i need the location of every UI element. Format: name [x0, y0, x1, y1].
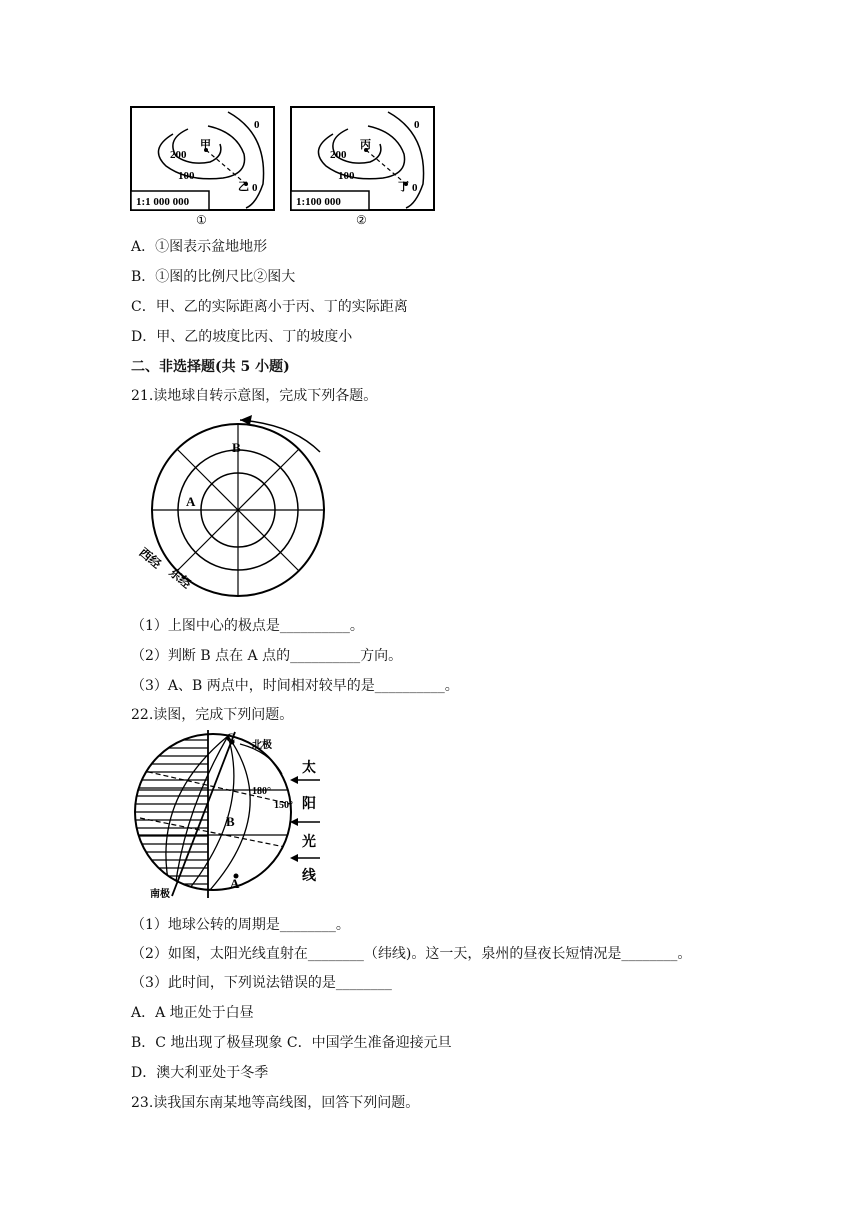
point-b-label: B: [232, 440, 241, 455]
point-label: 甲: [200, 139, 211, 151]
q22-sub-3: （3）此时间，下列说法错误的是________: [131, 975, 392, 991]
point-a-label: A: [230, 876, 240, 891]
q22-option-b-c: B．C 地出现了极昼现象 C．中国学生准备迎接元旦: [131, 1035, 452, 1051]
point-c-label: C: [226, 730, 236, 745]
contour-map-2: [291, 107, 434, 227]
scale-label: 1:1 000 000: [136, 196, 190, 208]
west-longitude-label: 西经: [136, 545, 164, 572]
option-c: C．甲、乙的实际距离小于丙、丁的实际距离: [131, 299, 408, 315]
contour-label: 100: [338, 170, 355, 182]
degree-150-label: 150°: [274, 800, 293, 811]
point-a-label: A: [186, 494, 196, 509]
point-label: 丁: [398, 181, 409, 193]
contour-label: 0: [254, 119, 260, 131]
q21-sub-2: （2）判断 B 点在 A 点的__________方向。: [131, 648, 403, 664]
sunlight-label-char: 太: [302, 761, 316, 776]
sunlight-label-char: 阳: [302, 797, 316, 812]
q22-sub-2: （2）如图，太阳光线直射在________（纬线)。这一天，泉州的昼夜长短情况是________。: [131, 946, 692, 962]
q22-sub-1: （1）地球公转的周期是________。: [131, 917, 350, 933]
contour-figure-pair: [128, 104, 438, 229]
earth-rotation-figure: [132, 412, 332, 602]
q21-sub-3: （3）A、B 两点中，时间相对较早的是__________。: [131, 678, 459, 694]
sunlight-label-char: 线: [302, 869, 316, 884]
contour-label: 0: [412, 182, 418, 194]
north-pole-label: 北极: [252, 740, 272, 751]
question-22-stem: 22.读图，完成下列问题。: [131, 707, 294, 723]
q22-option-d: D．澳大利亚处于冬季: [131, 1065, 269, 1081]
point-label: 乙: [238, 181, 249, 193]
south-pole-label: 南极: [150, 889, 170, 900]
contour-label: 0: [252, 182, 258, 194]
option-d: D．甲、乙的坡度比丙、丁的坡度小: [131, 329, 353, 345]
contour-label: 200: [330, 149, 347, 161]
question-21-stem: 21.读地球自转示意图，完成下列各题。: [131, 388, 378, 404]
contour-map-1: [131, 107, 274, 227]
section-title: 二、非选择题(共 5 小题): [131, 359, 290, 375]
question-23-stem: 23.读我国东南某地等高线图，回答下列问题。: [131, 1095, 420, 1111]
east-longitude-label: 东经: [166, 565, 194, 592]
q22-option-a: A．A 地正处于白昼: [131, 1005, 254, 1021]
figure-caption: ②: [356, 213, 367, 227]
sunlight-label-char: 光: [302, 835, 316, 850]
scale-label: 1:100 000: [296, 196, 341, 208]
contour-label: 0: [414, 119, 420, 131]
degree-180-label: 180°: [252, 786, 271, 797]
q21-sub-1: （1）上图中心的极点是__________。: [131, 618, 364, 634]
contour-label: 100: [178, 170, 195, 182]
option-b: B．①图的比例尺比②图大: [131, 269, 296, 285]
option-a: A．①图表示盆地地形: [131, 239, 268, 255]
point-label: 丙: [360, 139, 371, 151]
sunlight-globe-figure: [130, 730, 330, 900]
contour-label: 200: [170, 149, 187, 161]
point-b-label: B: [226, 814, 235, 829]
figure-caption: ①: [196, 213, 207, 227]
